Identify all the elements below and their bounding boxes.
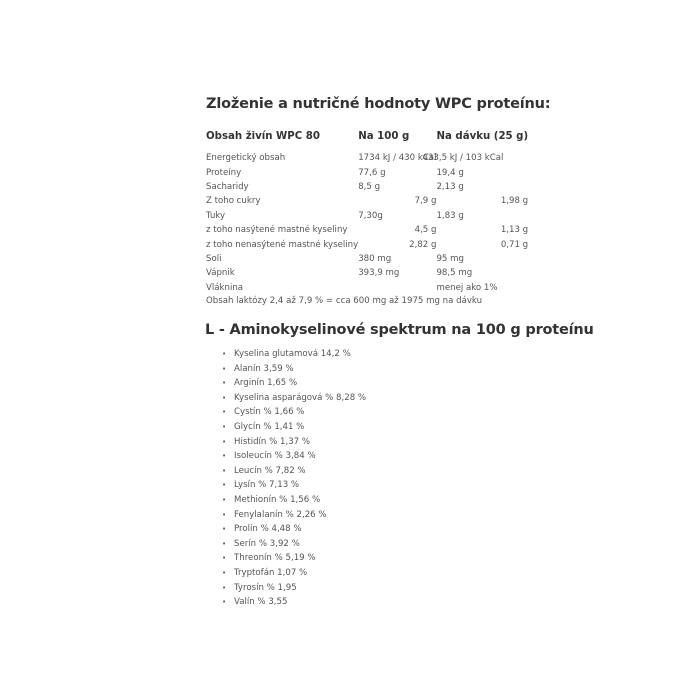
row-per-100g: 77,6 g: [358, 167, 386, 178]
row-per-serving: 95 mg: [436, 253, 464, 264]
bullet-icon: •: [222, 539, 227, 548]
row-label: Vápnik: [206, 268, 235, 279]
row-label: Z toho cukry: [206, 196, 261, 207]
bullet-icon: •: [222, 379, 227, 388]
amino-item-text: Tryptofán 1,07 %: [234, 567, 308, 578]
table-row: [206, 281, 528, 295]
row-per-100g: 7,30g: [358, 210, 383, 221]
list-item: [222, 464, 366, 479]
list-item: [222, 551, 366, 566]
list-item: [222, 405, 366, 420]
table-row: [206, 223, 528, 237]
list-item: [222, 566, 366, 581]
bullet-icon: •: [222, 554, 227, 563]
bullet-icon: •: [222, 437, 227, 446]
list-item: [222, 493, 366, 508]
list-item: [222, 508, 366, 523]
table-row: [206, 165, 528, 179]
bullet-icon: •: [222, 408, 227, 417]
list-item: [222, 522, 366, 537]
amino-item-text: Arginín 1,65 %: [234, 378, 298, 389]
bullet-icon: •: [222, 525, 227, 534]
list-item: [222, 537, 366, 552]
amino-item-text: Lysín % 7,13 %: [234, 480, 300, 491]
row-label: Vláknina: [206, 282, 244, 293]
amino-item-text: Glycín % 1,41 %: [234, 421, 305, 432]
list-item: [222, 347, 366, 362]
list-item: [222, 362, 366, 377]
list-item: [222, 595, 366, 610]
amino-list: [222, 347, 366, 610]
row-per-100g: 8,5 g: [358, 181, 381, 192]
bullet-icon: •: [222, 452, 227, 461]
row-label: Proteíny: [206, 167, 242, 178]
row-label: z toho nasýtené mastné kyseliny: [206, 225, 348, 236]
amino-item-text: Prolín % 4,48 %: [234, 524, 302, 535]
row-per-100g: [358, 281, 436, 295]
nutrition-table: [206, 131, 528, 295]
bullet-icon: •: [222, 495, 227, 504]
composition-title: Zloženie a nutričné hodnoty WPC proteínu:: [206, 96, 551, 112]
row-label: Tuky: [206, 210, 226, 221]
list-item: [222, 391, 366, 406]
table-row: [206, 266, 528, 280]
lactose-note: Obsah laktózy 2,4 až 7,9 % = cca 600 mg až 1975 mg na dávku: [206, 296, 483, 306]
bullet-icon: •: [222, 466, 227, 475]
amino-title: L - Aminokyselinové spektrum na 100 g proteínu: [205, 322, 594, 338]
row-per-100g: 380 mg: [358, 253, 392, 264]
table-row: [206, 252, 528, 266]
row-per-100g: 393,9 mg: [358, 268, 400, 279]
row-per-serving: 1,13 g: [500, 225, 529, 236]
amino-item-text: Threonín % 5,19 %: [234, 553, 316, 564]
row-per-serving: 1,83 g: [436, 210, 464, 221]
row-per-serving: 0,71 g: [500, 239, 529, 250]
table-row: [206, 209, 528, 223]
row-per-serving: menej ako 1%: [436, 282, 498, 293]
amino-item-text: Methionín % 1,56 %: [234, 494, 321, 505]
list-item: [222, 376, 366, 391]
amino-item-text: Leucín % 7,82 %: [234, 465, 306, 476]
bullet-icon: •: [222, 583, 227, 592]
header-per-serving: Na dávku (25 g): [436, 131, 529, 142]
amino-item-text: Kyselina glutamová 14,2 %: [234, 349, 351, 359]
row-per-serving: 1,98 g: [500, 196, 529, 207]
table-row: [206, 180, 528, 194]
bullet-icon: •: [222, 510, 227, 519]
list-item: [222, 420, 366, 435]
row-per-100g: 2,82 g: [409, 239, 437, 250]
row-per-serving: 19,4 g: [436, 167, 464, 178]
bullet-icon: •: [222, 422, 227, 431]
amino-item-text: Valín % 3,55: [234, 597, 288, 608]
list-item: [222, 435, 366, 450]
list-item: [222, 581, 366, 596]
row-label: z toho nenasýtené mastné kyseliny: [206, 239, 359, 250]
list-item: [222, 478, 366, 493]
row-label: Sacharidy: [206, 181, 249, 192]
amino-item-text: Cystín % 1,66 %: [234, 407, 305, 418]
amino-item-text: Alanín 3,59 %: [234, 363, 294, 374]
row-label: Energetický obsah: [206, 153, 286, 164]
amino-item-text: Fenylalanín % 2,26 %: [234, 509, 327, 520]
row-per-serving: 2,13 g: [436, 181, 464, 192]
list-item: [222, 449, 366, 464]
row-per-100g: 7,9 g: [414, 196, 437, 207]
header-per-100g: Na 100 g: [358, 131, 410, 142]
nutrition-header-row: [206, 131, 528, 151]
amino-item-text: Isoleucín % 3,84 %: [234, 451, 316, 462]
table-row: [206, 237, 528, 251]
bullet-icon: •: [222, 364, 227, 373]
table-row: [206, 194, 528, 208]
bullet-icon: •: [222, 598, 227, 607]
row-label: Soli: [206, 253, 222, 264]
table-row: [206, 151, 528, 165]
row-per-100g: 4,5 g: [414, 225, 437, 236]
amino-item-text: Tyrosín % 1,95: [234, 582, 297, 593]
header-nutrient: Obsah živín WPC 80: [206, 131, 320, 142]
bullet-icon: •: [222, 568, 227, 577]
amino-item-text: Kyselina asparágová % 8,28 %: [234, 392, 367, 403]
bullet-icon: •: [222, 481, 227, 490]
amino-item-text: Serín % 3,92 %: [234, 538, 300, 549]
row-per-100g: 1734 kJ / 430 kCal: [358, 153, 437, 164]
row-per-serving: 433,5 kJ / 103 kCal: [422, 153, 504, 164]
bullet-icon: •: [222, 350, 227, 358]
bullet-icon: •: [222, 393, 227, 402]
amino-item-text: Histidín % 1,37 %: [234, 436, 311, 447]
row-per-serving: 98,5 mg: [436, 268, 473, 279]
